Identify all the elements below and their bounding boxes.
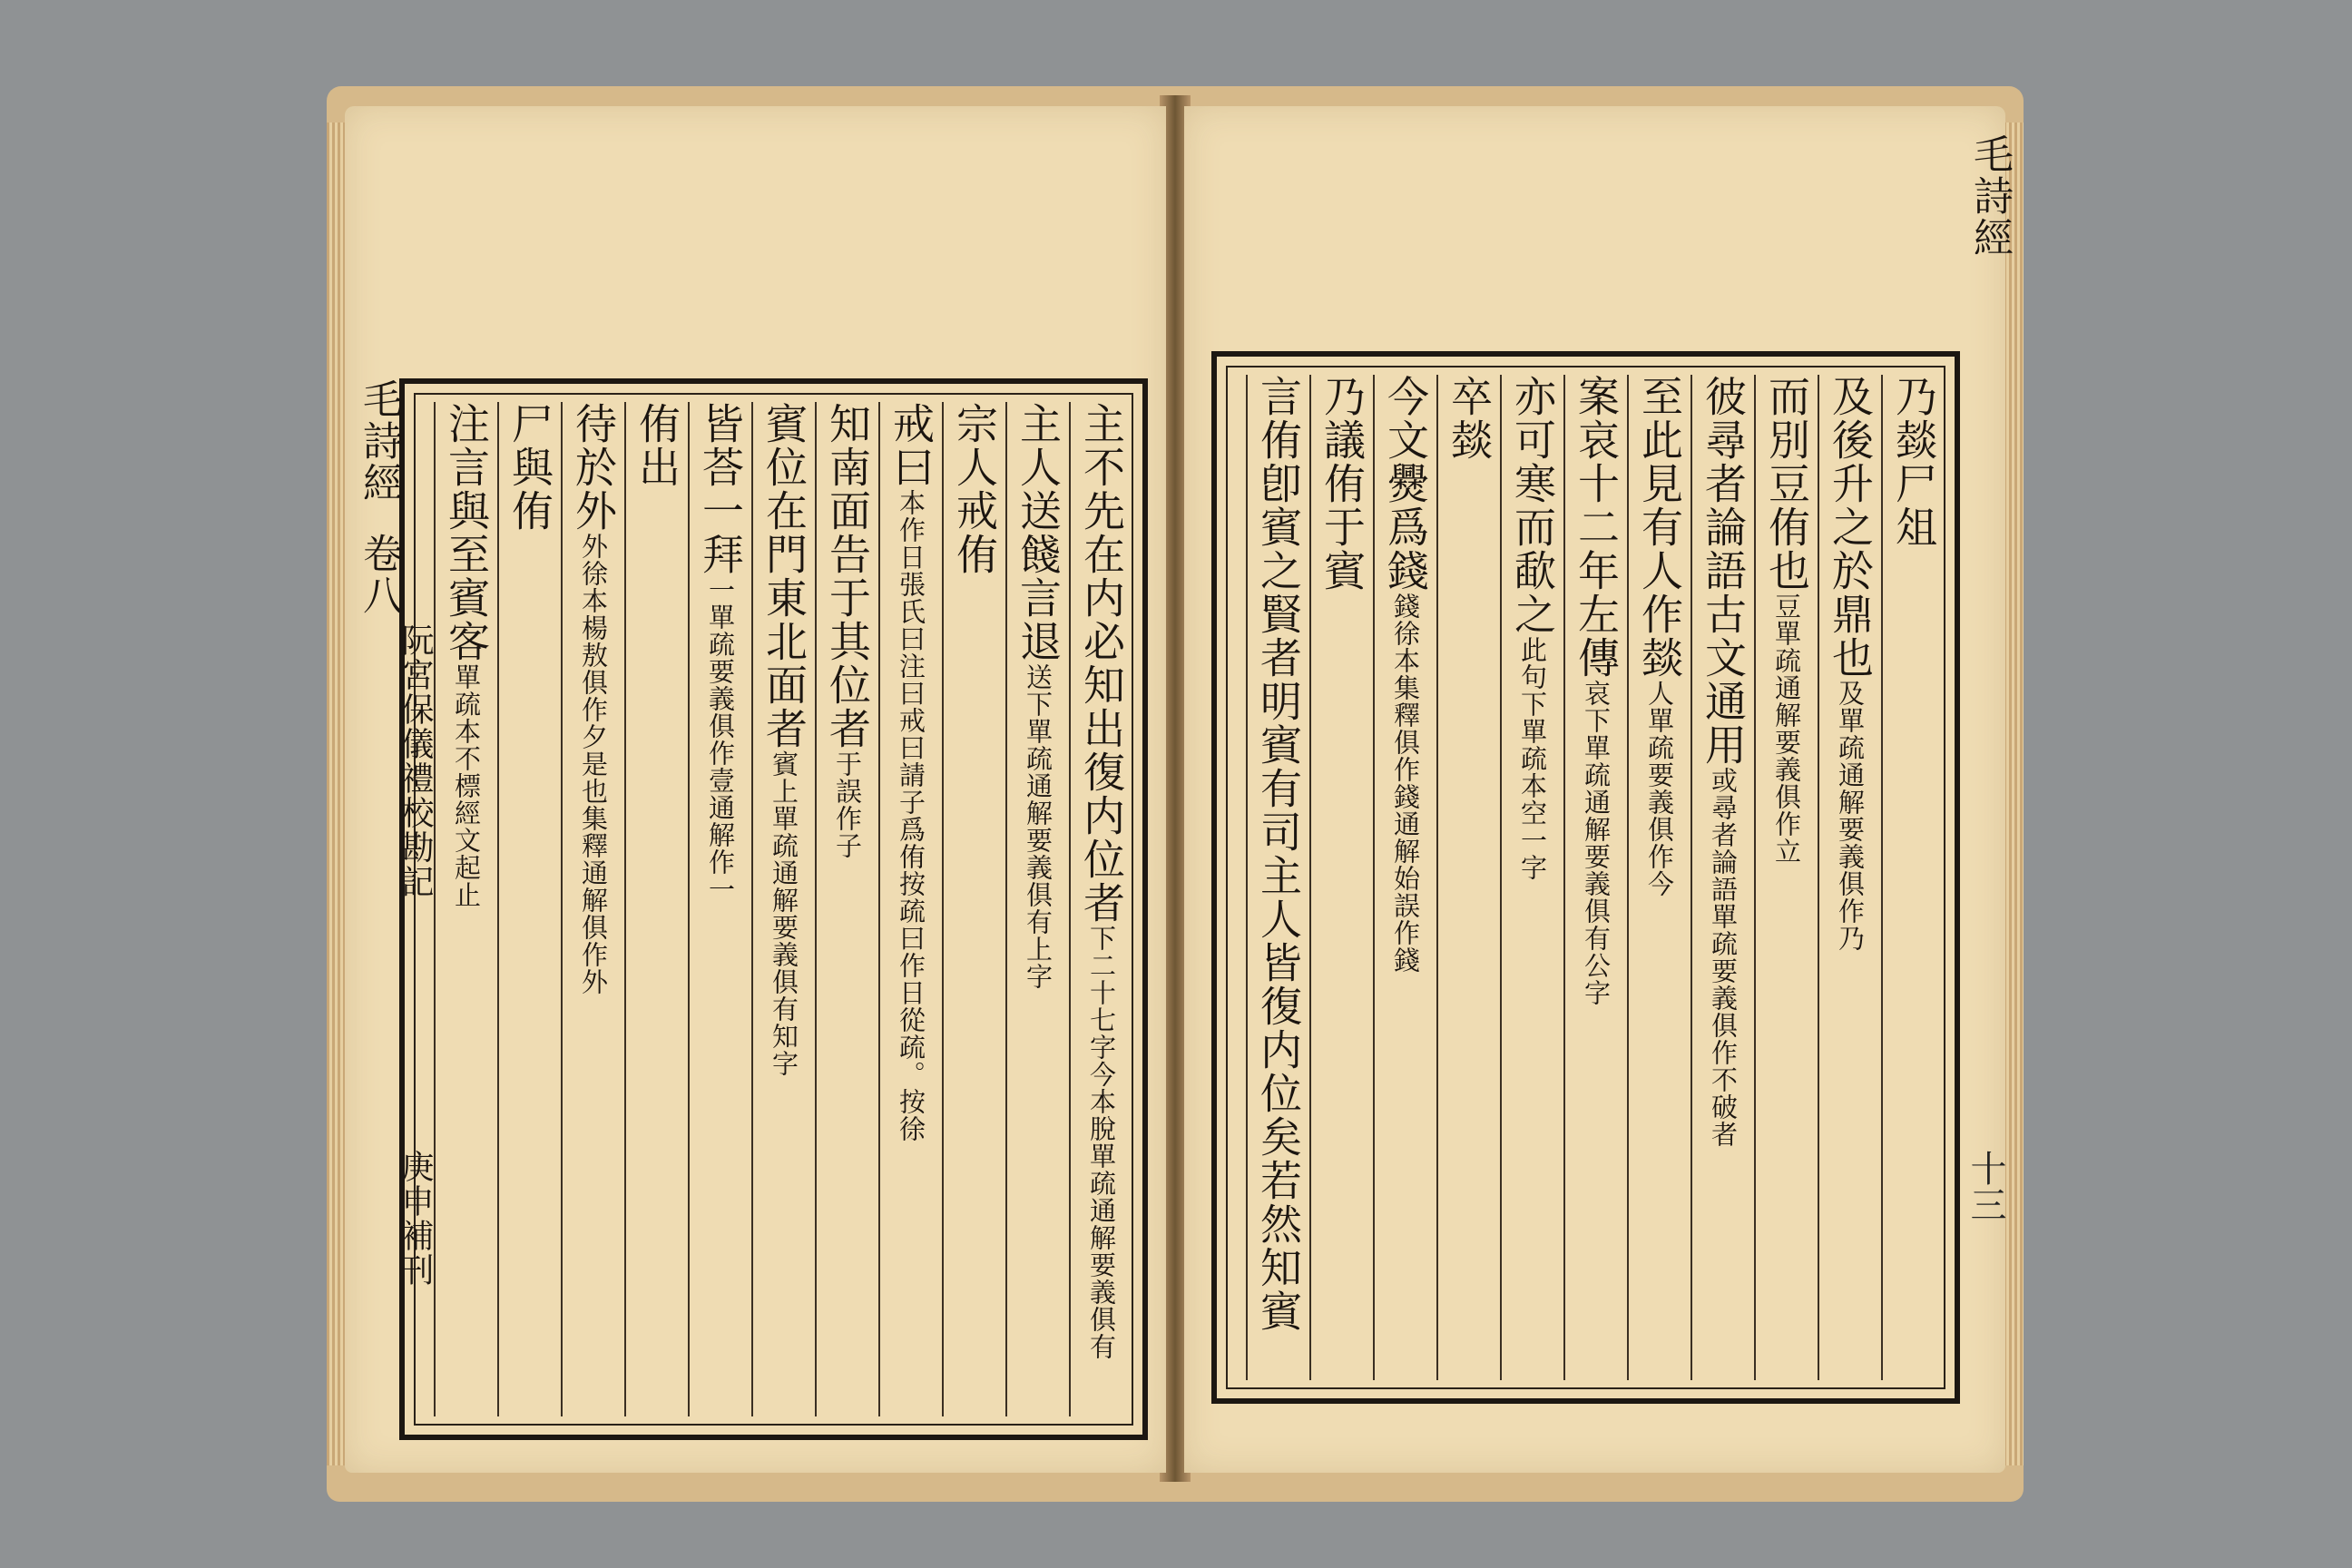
right-column-annotation: 人單疏要義俱作今 [1644,680,1675,897]
left-text-column [751,402,815,1416]
left-column-main-text: 知南面告于其位者 [823,402,872,750]
right-column-main-text: 而別豆侑也 [1762,375,1811,593]
right-text-column [1563,375,1627,1380]
left-column-main-text: 主人送餞言退 [1014,402,1063,663]
right-margin-title: 毛詩經 [1966,133,2013,259]
left-column-main-text: 尸與侑 [505,402,554,533]
left-margin-source: 阮宮保儀禮校勘記 [397,623,434,899]
right-column-annotation: 或尋者論語單疏要義俱作不破者 [1708,767,1739,1148]
left-margin-volume: 卷八 [356,533,402,616]
right-column-main-text: 彼尋者論語古文通用 [1699,375,1748,767]
right-column-main-text: 今文㸑爲錢 [1381,375,1430,593]
right-page-number: 十三 [1965,1150,2006,1222]
left-text-frame [399,378,1148,1440]
left-column-annotation: 下二十七字今本脫單疏通解要義俱有 [1086,925,1117,1360]
left-margin-title: 毛詩經 [356,378,402,504]
open-book [327,86,2024,1502]
left-text-column [815,402,878,1416]
left-column-main-text: 主不先在内必知出復内位者 [1077,402,1126,925]
left-text-column [434,402,497,1416]
left-column-annotation: 外徐本楊敖俱作夕是也集釋通解俱作外 [578,533,609,995]
right-text-column [1246,375,1309,1380]
left-column-main-text: 戒曰 [887,402,936,489]
left-column-annotation: 單疏本不標經文起止 [451,663,482,908]
left-column-main-text: 侑出 [632,402,681,489]
right-column-annotation: 錢徐本集釋俱作錢通解始誤作錢 [1390,593,1421,974]
right-text-column [1690,375,1754,1380]
right-column-main-text: 乃燅尸俎 [1889,375,1938,549]
right-column-main-text: 乃議侑于賓 [1318,375,1367,593]
left-column-annotation: 賓上單疏通解要義俱有知字 [769,750,799,1077]
right-column-main-text: 至此見有人作燅 [1635,375,1684,680]
right-text-column [1373,375,1436,1380]
right-page [1184,106,2013,1473]
right-text-column [1818,375,1881,1380]
left-text-column [497,402,561,1416]
left-column-main-text: 注言與至賓客 [442,402,491,663]
right-text-column [1500,375,1563,1380]
left-text-column [624,402,688,1416]
left-text-column [688,402,751,1416]
left-column-annotation: 送下單疏通解要義俱有上字 [1023,663,1054,990]
right-column-annotation: 哀下單疏通解要義俱有公字 [1581,680,1612,1006]
right-column-main-text: 亦可寒而歃之 [1508,375,1557,636]
left-column-main-text: 皆荅一拜 [696,402,745,576]
left-text-column [1069,402,1132,1416]
right-text-frame [1211,351,1960,1404]
right-column-annotation: 豆單疏通解要義俱作立 [1771,593,1802,865]
right-column-main-text: 及後升之於鼎也 [1826,375,1875,680]
left-margin-reprint: 庚申補刊 [397,1150,434,1288]
right-text-column [1436,375,1500,1380]
right-text-column [1309,375,1373,1380]
left-column-main-text: 賓位在門東北面者 [760,402,808,750]
left-text-column [561,402,624,1416]
right-column-annotation: 此句下單疏本空一字 [1517,636,1548,881]
left-column-main-text: 宗人戒侑 [950,402,999,576]
right-text-column [1754,375,1818,1380]
right-text-column [1881,375,1945,1380]
right-column-main-text: 言侑卽賓之賢者明賓有司主人皆復内位矣若然知賓 [1254,375,1303,1333]
right-text-area [1226,366,1945,1389]
left-text-column [942,402,1005,1416]
left-column-annotation: 于誤作子 [832,750,863,859]
left-column-main-text: 待於外 [569,402,618,533]
left-column-annotation: 一單疏要義俱作壹通解作一 [705,576,736,903]
left-column-annotation: 本作日張氏曰注曰戒曰請子爲侑按疏曰作日從疏。按徐 [896,489,926,1142]
right-text-column [1627,375,1690,1380]
left-page [345,106,1166,1473]
right-column-main-text: 案哀十二年左傳 [1572,375,1621,680]
left-text-area [414,393,1133,1426]
left-text-column [1005,402,1069,1416]
left-text-column [878,402,942,1416]
right-column-annotation: 及單疏通解要義俱作乃 [1835,680,1866,952]
right-column-main-text: 卒燅 [1445,375,1494,462]
